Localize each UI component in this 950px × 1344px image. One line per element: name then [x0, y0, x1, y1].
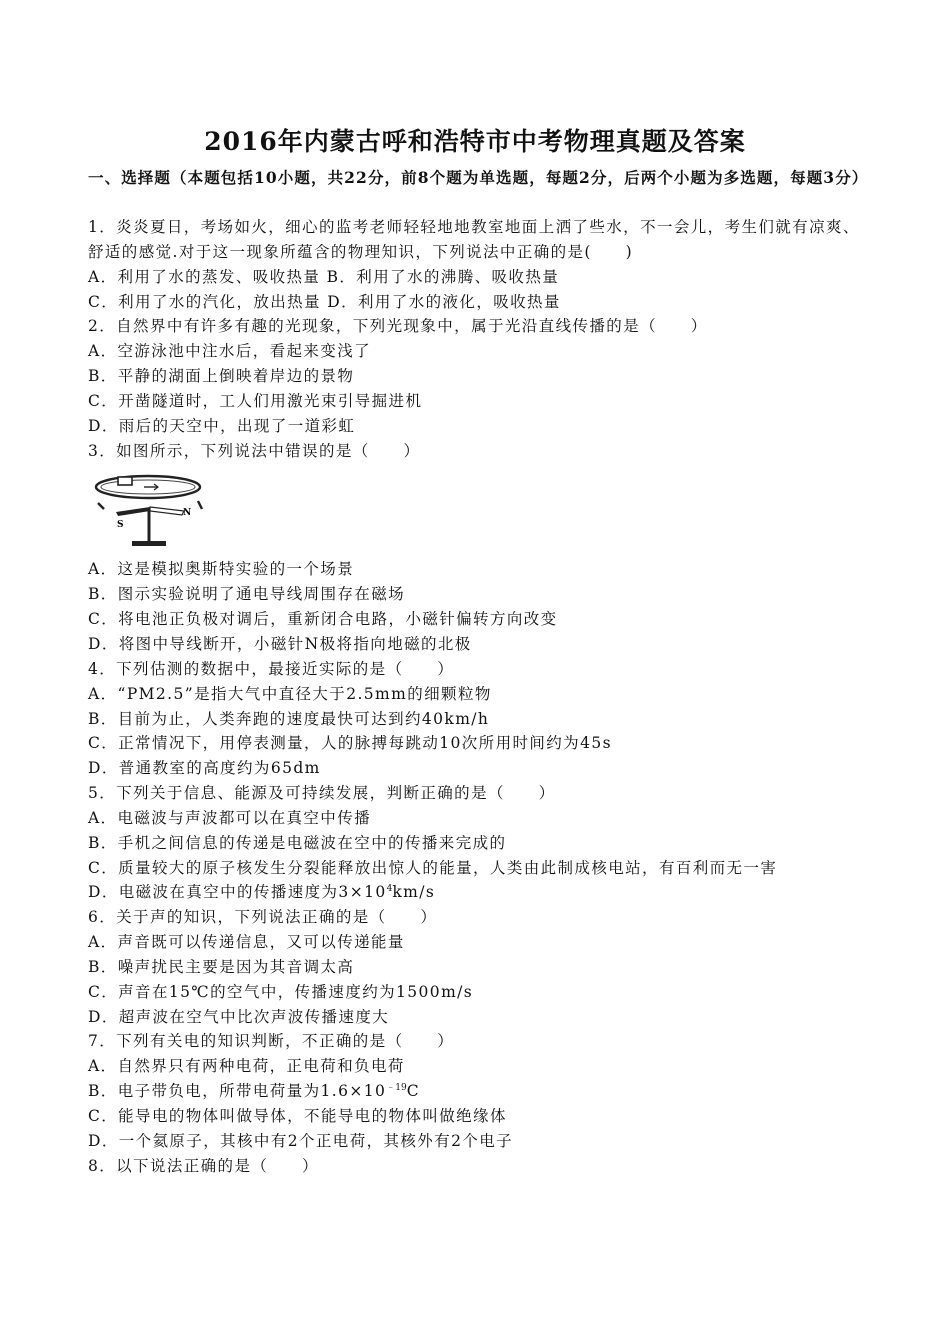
- question-option: C．质量较大的原子核发生分裂能释放出惊人的能量，人类由此制成核电站，有百利而无一害: [88, 858, 778, 877]
- wire-end-right: [198, 501, 202, 509]
- question-option: A．空游泳池中注水后，看起来变浅了: [88, 342, 371, 361]
- question-option: C．开凿隧道时，工人们用激光束引导掘进机: [88, 391, 423, 410]
- question-option: B．图示实验说明了通电导线周围存在磁场: [88, 585, 405, 604]
- question-option: D．普通教室的高度约为65dm: [88, 759, 321, 778]
- oersted-experiment-figure: [88, 463, 873, 557]
- question-option: A．自然界只有两种电荷，正电荷和负电荷: [88, 1057, 405, 1076]
- exponent: ﹣19: [386, 1083, 407, 1094]
- question-option: B．平静的湖面上倒映着岸边的景物: [88, 367, 355, 386]
- question-option: A．电磁波与声波都可以在真空中传播: [88, 808, 371, 827]
- question-option: B．噪声扰民主要是因为其音调太高: [88, 957, 355, 976]
- question-stem: 8．以下说法正确的是（ ）: [88, 1156, 319, 1175]
- question-option: [88, 1079, 873, 1104]
- question-option: D．雨后的天空中，出现了一道彩虹: [88, 416, 356, 435]
- question-option: B．手机之间信息的传递是电磁波在空中的传播来完成的: [88, 833, 507, 852]
- compass-needle-north: [150, 507, 184, 515]
- option-unit: km/s: [392, 883, 436, 902]
- question-option: D．将图中导线断开，小磁针N极将指向地磁的北极: [88, 634, 472, 653]
- option-text: B．电子带负电，所带电荷量为1.6×10: [88, 1082, 387, 1101]
- question-option: B．目前为止，人类奔跑的速度最快可达到约40km/h: [88, 709, 490, 728]
- battery-icon: [118, 477, 132, 485]
- question-option: C．声音在15℃的空气中，传播速度约为1500m/s: [88, 982, 474, 1001]
- question-stem: 5．下列关于信息、能源及可持续发展，判断正确的是（ ）: [88, 784, 556, 803]
- question-option: A．声音既可以传递信息，又可以传递能量: [88, 933, 405, 952]
- question-list: [88, 215, 873, 1179]
- question-option: A．利用了水的蒸发、吸收热量 B．利用了水的沸腾、吸收热量: [88, 267, 560, 286]
- question-stem: 1．炎炎夏日，考场如火，细心的监考老师轻轻地地教室地面上洒了些水，不一会儿，考生们就有凉爽、舒适的感觉.对于这一现象所蕴含的物理知识，下列说法中正确的是( ): [88, 218, 860, 261]
- north-pole-label: N: [183, 508, 193, 519]
- question-option: A．这是模拟奥斯特实验的一个场景: [88, 560, 355, 579]
- question-stem: 2．自然界中有许多有趣的光现象，下列光现象中，属于光沿直线传播的是（ ）: [88, 317, 708, 336]
- question-option: C．能导电的物体叫做导体，不能导电的物体叫做绝缘体: [88, 1107, 507, 1125]
- option-unit: C: [406, 1082, 420, 1101]
- wire-end-left: [98, 503, 104, 509]
- question-option: D．一个氦原子，其核中有2个正电荷，其核外有2个电子: [88, 1131, 514, 1150]
- compass-needle-south: [116, 507, 150, 516]
- question-option: D．超声波在空气中比次声波传播速度大: [88, 1007, 390, 1026]
- south-pole-label: S: [117, 520, 125, 531]
- question-stem: 4．下列估测的数据中，最接近实际的是（ ）: [88, 659, 455, 678]
- exponent: 4: [386, 884, 393, 895]
- question-stem: 3．如图所示，下列说法中错误的是（ ）: [88, 441, 421, 460]
- compass-wire-diagram: [88, 465, 213, 555]
- section-heading: 一、选择题（本题包括10小题，共22分，前8个题为单选题，每题2分，后两个小题为多选题，每题3分）: [88, 168, 869, 187]
- option-text: D．电磁波在真空中的传播速度为3×10: [88, 883, 387, 902]
- question-option: C．利用了水的汽化，放出热量 D．利用了水的液化，吸收热量: [88, 292, 561, 311]
- question-option: C．正常情况下，用停表测量，人的脉搏每跳动10次所用时间约为45s: [88, 734, 612, 753]
- question-option: A．“PM2.5”是指大气中直径大于2.5mm的细颗粒物: [88, 684, 492, 703]
- compass-base: [132, 541, 166, 546]
- question-option: C．将电池正负极对调后，重新闭合电路，小磁针偏转方向改变: [88, 610, 558, 629]
- question-stem: 6．关于声的知识，下列说法正确的是（ ）: [88, 908, 438, 927]
- page-title: 2016年内蒙古呼和浩特市中考物理真题及答案: [204, 127, 746, 156]
- question-stem: 7．下列有关电的知识判断，不正确的是（ ）: [88, 1032, 455, 1051]
- question-option: [88, 880, 873, 905]
